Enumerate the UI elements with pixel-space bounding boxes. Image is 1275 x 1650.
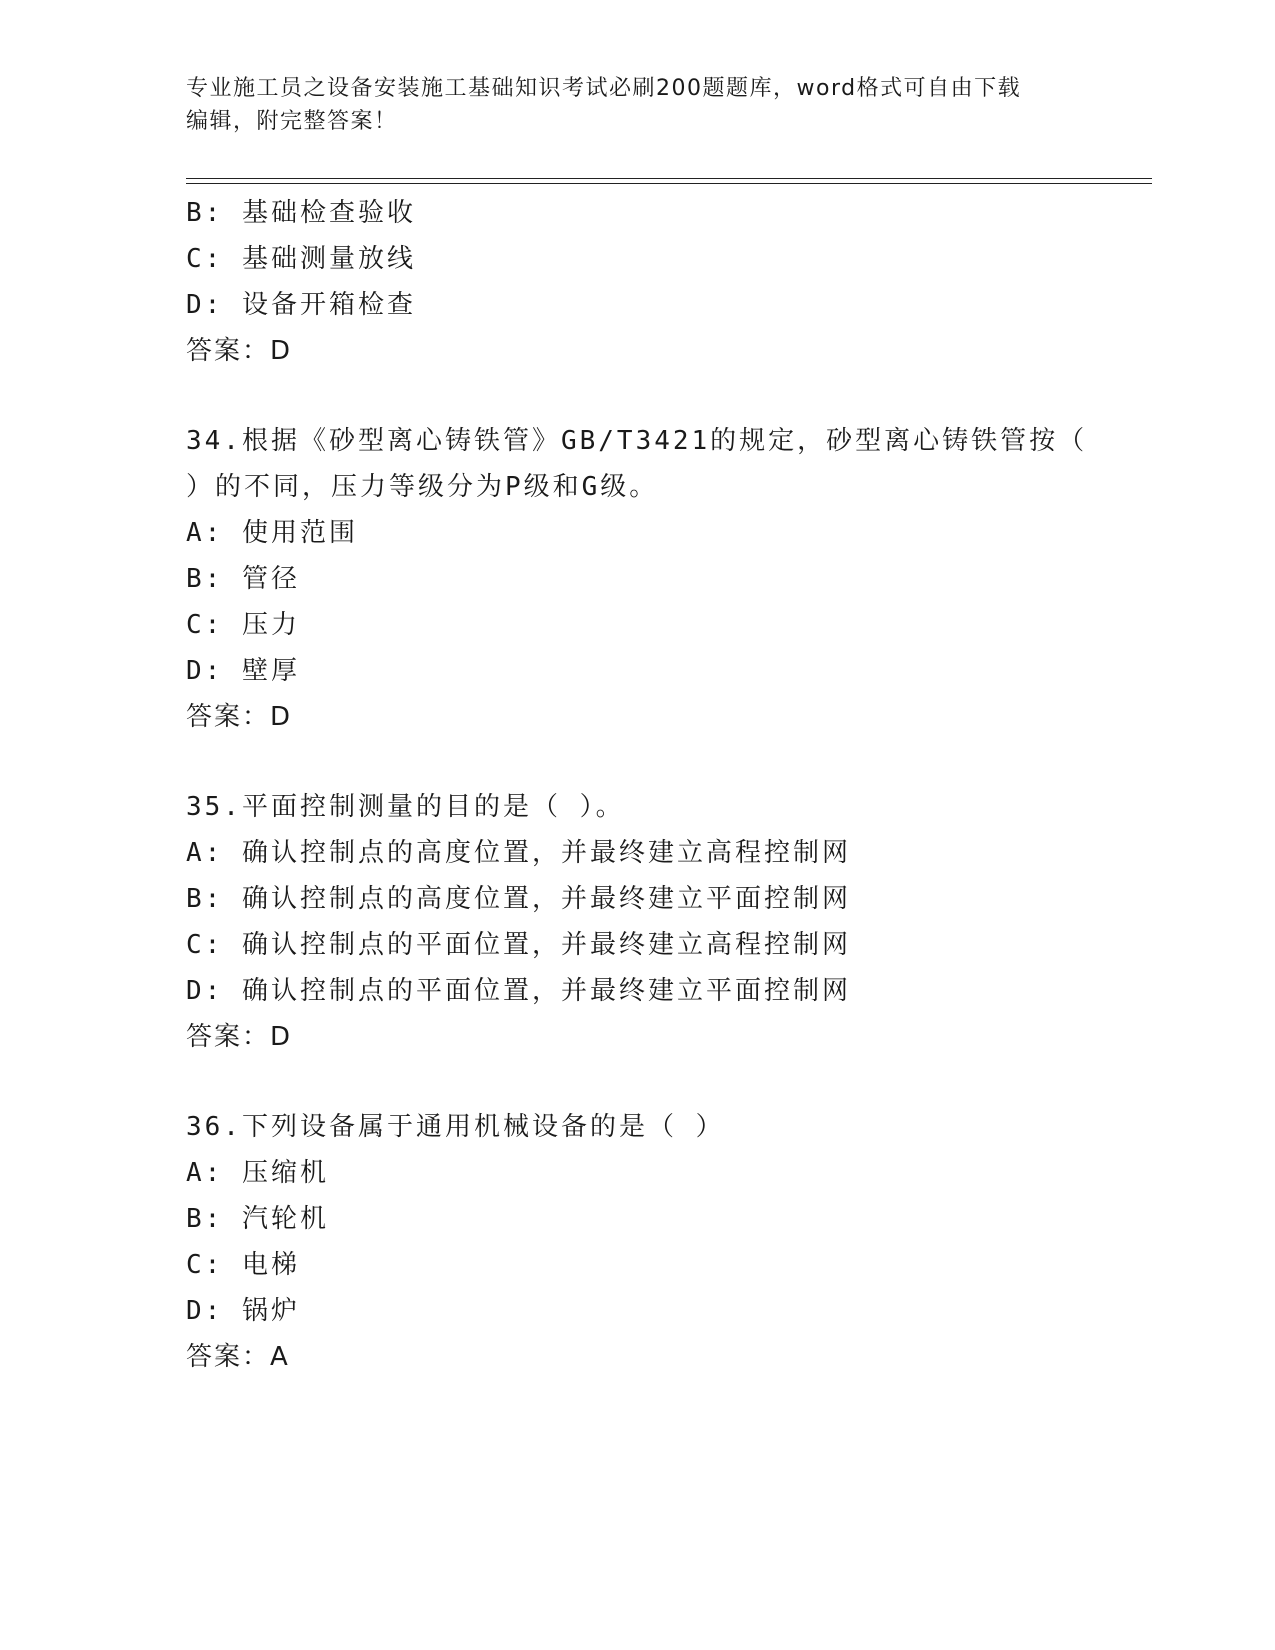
option-b: B: 汽轮机 xyxy=(186,1204,329,1234)
question-block-34 xyxy=(186,418,1086,740)
header-title-line-1: 专业施工员之设备安装施工基础知识考试必刷200题题库，word格式可自由下载 xyxy=(186,76,1022,101)
question-stem-line-1: 34.根据《砂型离心铸铁管》GB/T3421的规定，砂型离心铸铁管按（ xyxy=(186,426,1088,456)
option-b: B: 管径 xyxy=(186,564,300,594)
header-divider-bottom xyxy=(186,183,1152,184)
question-stem-line-2: ）的不同，压力等级分为P级和G级。 xyxy=(186,472,659,502)
option-d: D: 确认控制点的平面位置，并最终建立平面控制网 xyxy=(186,976,851,1006)
option-b: B: 基础检查验收 xyxy=(186,198,416,228)
spacer xyxy=(186,1060,1086,1104)
option-c: C: 确认控制点的平面位置，并最终建立高程控制网 xyxy=(186,930,851,960)
option-d: D: 锅炉 xyxy=(186,1296,300,1326)
option-a: A: 使用范围 xyxy=(186,518,358,548)
question-block-33-continued xyxy=(186,190,1086,374)
answer-line: 答案：D xyxy=(186,336,293,366)
option-b: B: 确认控制点的高度位置，并最终建立平面控制网 xyxy=(186,884,851,914)
option-a: A: 确认控制点的高度位置，并最终建立高程控制网 xyxy=(186,838,851,868)
question-content xyxy=(186,190,1086,1380)
option-c: C: 基础测量放线 xyxy=(186,244,416,274)
document-header xyxy=(186,72,1066,138)
option-d: D: 壁厚 xyxy=(186,656,300,686)
answer-line: 答案：D xyxy=(186,1022,293,1052)
question-block-36 xyxy=(186,1104,1086,1380)
header-divider-top xyxy=(186,178,1152,179)
option-a: A: 压缩机 xyxy=(186,1158,329,1188)
option-c: C: 压力 xyxy=(186,610,300,640)
option-c: C: 电梯 xyxy=(186,1250,300,1280)
answer-line: 答案：D xyxy=(186,702,293,732)
answer-line: 答案：A xyxy=(186,1342,290,1372)
spacer xyxy=(186,374,1086,418)
option-d: D: 设备开箱检查 xyxy=(186,290,416,320)
header-title-line-2: 编辑，附完整答案！ xyxy=(186,109,398,134)
question-stem-line-1: 35.平面控制测量的目的是（ ）。 xyxy=(186,792,625,822)
question-block-35 xyxy=(186,784,1086,1060)
question-stem-line-1: 36.下列设备属于通用机械设备的是（ ） xyxy=(186,1112,725,1142)
spacer xyxy=(186,740,1086,784)
